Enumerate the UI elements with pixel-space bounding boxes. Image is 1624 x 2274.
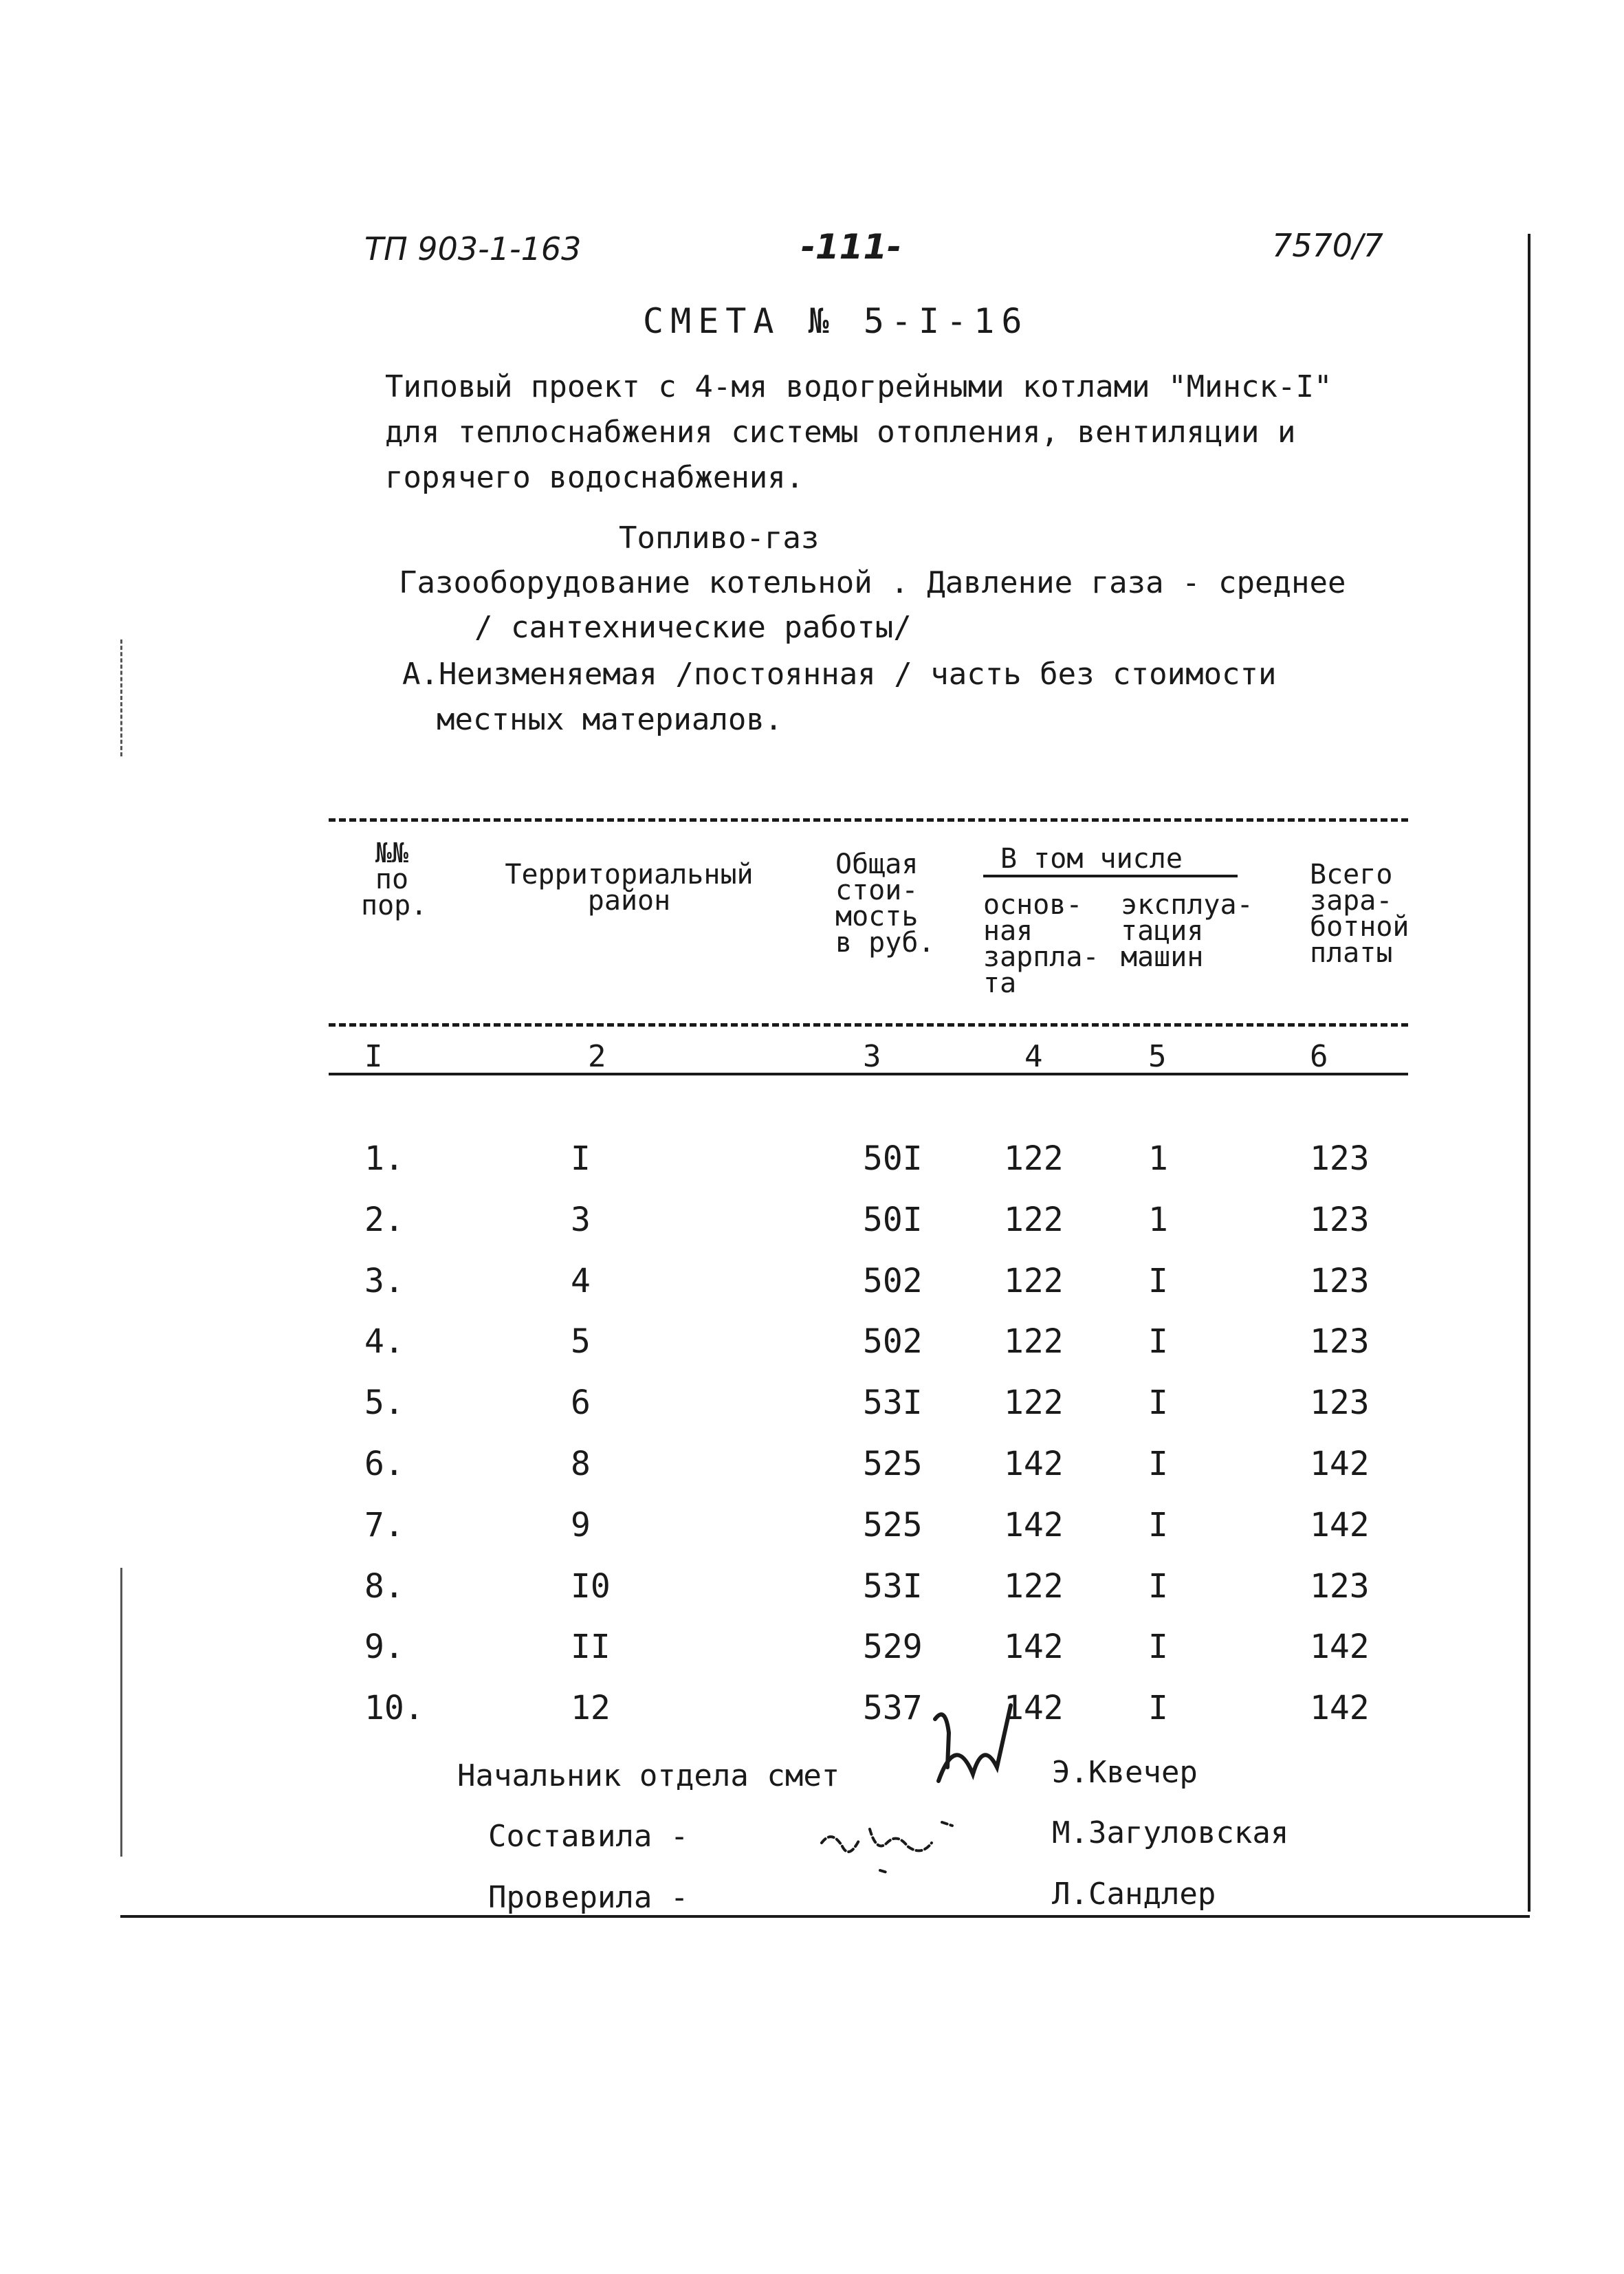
- cell-total-salary: 123: [1310, 1139, 1370, 1178]
- cell-region: II: [571, 1628, 611, 1667]
- signature-role: Составила -: [488, 1819, 689, 1854]
- cell-row-number: 3.: [364, 1261, 404, 1300]
- right-border-line: [1528, 234, 1530, 1912]
- cell-total-cost: 53I: [863, 1566, 923, 1606]
- cell-total-salary: 123: [1310, 1200, 1370, 1239]
- archive-number: 7570/7: [1272, 227, 1383, 264]
- cell-total-cost: 537: [863, 1689, 923, 1728]
- cell-total-salary: 142: [1310, 1689, 1370, 1728]
- cell-base-salary: 122: [1004, 1384, 1064, 1423]
- cell-total-salary: 142: [1310, 1505, 1370, 1544]
- header-total-salary: Всего зара- ботной платы: [1310, 859, 1409, 969]
- cell-total-salary: 142: [1310, 1445, 1370, 1483]
- cell-machine-operation: I: [1148, 1322, 1168, 1362]
- column-number: 3: [863, 1039, 881, 1074]
- cell-region: I0: [571, 1566, 611, 1606]
- fuel-type: Топливо-газ: [619, 521, 820, 556]
- cell-region: 9: [571, 1505, 591, 1544]
- cell-row-number: 9.: [364, 1628, 404, 1667]
- cell-region: 5: [571, 1322, 591, 1362]
- cell-total-cost: 502: [863, 1322, 923, 1362]
- cell-total-salary: 142: [1310, 1628, 1370, 1667]
- cell-machine-operation: I: [1148, 1445, 1168, 1483]
- cell-row-number: 10.: [364, 1689, 424, 1728]
- cell-row-number: 8.: [364, 1566, 404, 1606]
- doc-code: ТП 903-1-163: [364, 230, 582, 267]
- cell-total-salary: 123: [1310, 1261, 1370, 1300]
- cell-total-cost: 525: [863, 1505, 923, 1544]
- cell-base-salary: 142: [1004, 1445, 1064, 1483]
- project-line-3: горячего водоснабжения.: [385, 460, 804, 495]
- cell-total-salary: 123: [1310, 1322, 1370, 1362]
- section-line-1: Газооборудование котельной . Давление газа - среднее: [399, 565, 1346, 600]
- cell-region: 12: [571, 1689, 611, 1728]
- header-region: Территориальный район: [505, 859, 754, 917]
- cell-machine-operation: I: [1148, 1566, 1168, 1606]
- signature-role: Проверила -: [488, 1880, 689, 1915]
- column-number: 2: [588, 1039, 606, 1074]
- cell-base-salary: 142: [1004, 1628, 1064, 1667]
- bottom-border-line: [120, 1915, 1530, 1918]
- table-top-rule: [329, 818, 1408, 822]
- cell-row-number: 4.: [364, 1322, 404, 1362]
- signature-name: М.Загуловская: [1052, 1815, 1289, 1850]
- cell-machine-operation: I: [1148, 1384, 1168, 1423]
- cell-total-cost: 502: [863, 1261, 923, 1300]
- header-bottom-rule: [329, 1023, 1408, 1027]
- cell-machine-operation: 1: [1148, 1200, 1168, 1239]
- signature-name: Л.Сандлер: [1052, 1877, 1216, 1912]
- cell-total-cost: 529: [863, 1628, 923, 1667]
- cell-machine-operation: I: [1148, 1689, 1168, 1728]
- left-border-mark: [120, 639, 122, 756]
- cell-total-salary: 123: [1310, 1384, 1370, 1423]
- cell-region: 8: [571, 1445, 591, 1483]
- cell-row-number: 2.: [364, 1200, 404, 1239]
- header-machine-operation: эксплуа- тация машин: [1121, 889, 1253, 973]
- signature-name: Э.Квечер: [1052, 1755, 1198, 1790]
- cell-region: 6: [571, 1384, 591, 1423]
- column-number: 5: [1148, 1039, 1167, 1074]
- part-line-1: А.Неизменяемая /постоянная / часть без стоимости: [402, 657, 1277, 692]
- cell-base-salary: 122: [1004, 1566, 1064, 1606]
- cell-row-number: 1.: [364, 1139, 404, 1178]
- cell-region: I: [571, 1139, 591, 1178]
- cell-row-number: 7.: [364, 1505, 404, 1544]
- signature-role: Начальник отдела смет: [457, 1758, 840, 1793]
- cell-total-cost: 50I: [863, 1139, 923, 1178]
- cell-base-salary: 142: [1004, 1689, 1064, 1728]
- header-total-cost: Общая стои- мость в руб.: [835, 849, 935, 959]
- header-row-number: №№ по пор.: [361, 838, 428, 921]
- column-number: I: [364, 1039, 383, 1074]
- group-underline: [983, 875, 1238, 877]
- part-line-2: местных материалов.: [437, 702, 783, 737]
- cell-total-cost: 50I: [863, 1200, 923, 1239]
- cell-row-number: 5.: [364, 1384, 404, 1423]
- cell-base-salary: 142: [1004, 1505, 1064, 1544]
- cell-row-number: 6.: [364, 1445, 404, 1483]
- header-including: В том числе: [1000, 843, 1183, 875]
- cell-total-salary: 123: [1310, 1566, 1370, 1606]
- cell-base-salary: 122: [1004, 1139, 1064, 1178]
- cell-base-salary: 122: [1004, 1261, 1064, 1300]
- signature-scribble-1: [908, 1692, 1045, 1815]
- cell-total-cost: 525: [863, 1445, 923, 1483]
- cell-region: 4: [571, 1261, 591, 1300]
- cell-machine-operation: I: [1148, 1505, 1168, 1544]
- cell-machine-operation: I: [1148, 1261, 1168, 1300]
- signature-scribble-2: [811, 1805, 969, 1881]
- column-number: 4: [1024, 1039, 1043, 1074]
- project-line-2: для теплоснабжения системы отопления, вентиляции и: [385, 415, 1296, 450]
- cell-base-salary: 122: [1004, 1322, 1064, 1362]
- section-line-2: / сантехнические работы/: [474, 610, 912, 645]
- cell-region: 3: [571, 1200, 591, 1239]
- left-border-mark: [120, 1568, 122, 1857]
- cell-machine-operation: I: [1148, 1628, 1168, 1667]
- project-line-1: Типовый проект с 4-мя водогрейными котлами "Минск-I": [385, 369, 1332, 404]
- page-number: -111-: [801, 227, 901, 267]
- cell-machine-operation: 1: [1148, 1139, 1168, 1178]
- estimate-title: СМЕТА № 5-I-16: [643, 301, 1029, 341]
- header-base-salary: основ- ная зарпла- та: [983, 889, 1099, 999]
- column-number: 6: [1310, 1039, 1328, 1074]
- cell-total-cost: 53I: [863, 1384, 923, 1423]
- cell-base-salary: 122: [1004, 1200, 1064, 1239]
